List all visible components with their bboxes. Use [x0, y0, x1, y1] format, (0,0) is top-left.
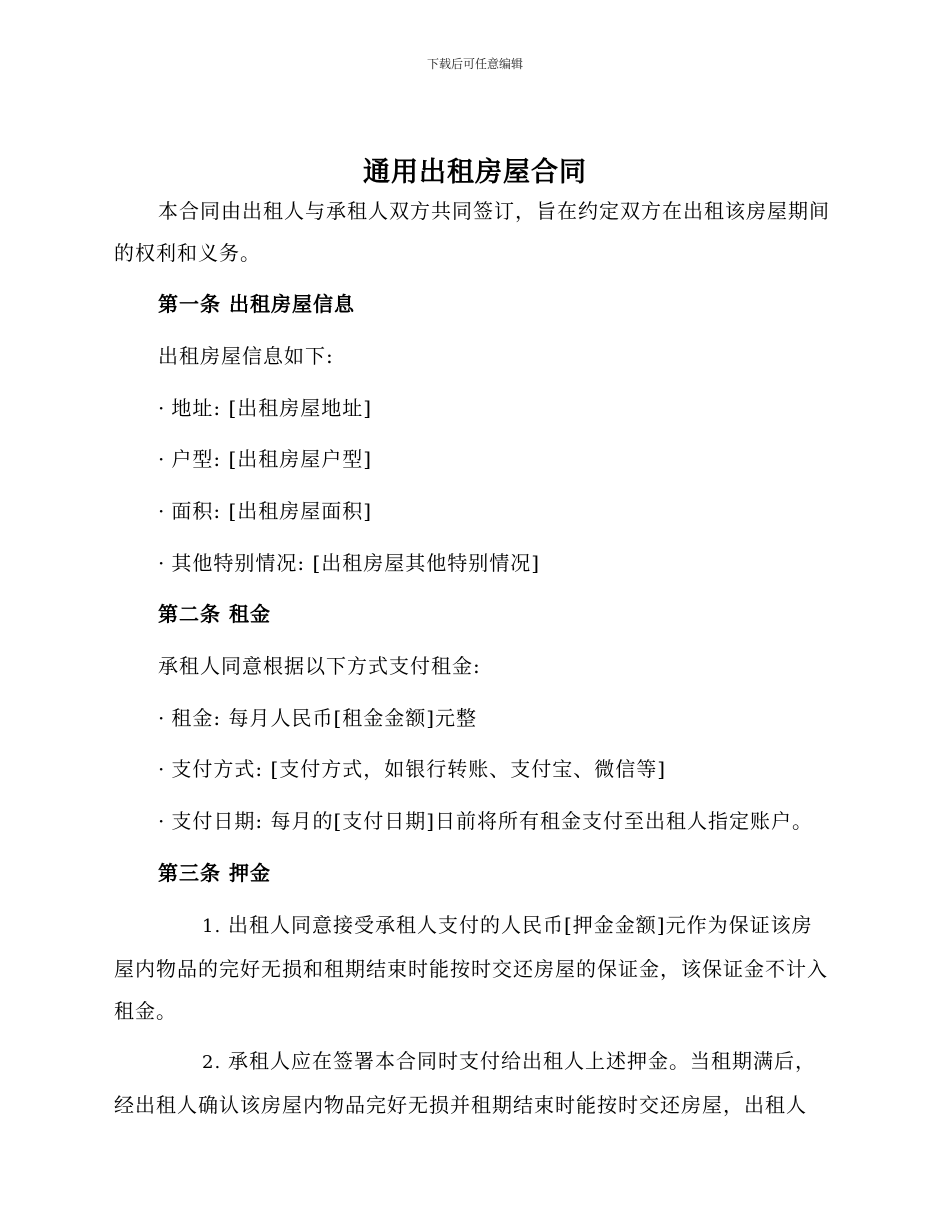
list-item-text: 其他特别情况: [出租房屋其他特别情况] [171, 551, 541, 575]
numbered-paragraph [114, 904, 830, 1032]
bullet-icon: · [158, 551, 166, 575]
section-3-heading: 第三条 押金 [158, 861, 271, 885]
list-item-text: 户型: [出租房屋户型] [171, 447, 373, 471]
numbered-paragraph [114, 1040, 830, 1126]
bullet-icon: · [158, 499, 166, 523]
paragraph-number: 2. [202, 1052, 222, 1073]
paragraph-text: 出租人同意接受承租人支付的人民币[押金金额]元作为保证该房屋内物品的完好无损和租期结束时能按时交还房屋的保证金，该保证金不计入租金。 [114, 913, 828, 1023]
list-item-text: 地址: [出租房屋地址] [171, 396, 373, 420]
list-item [158, 805, 813, 837]
document-title: 通用出租房屋合同 [363, 157, 587, 188]
bullet-icon: · [158, 396, 166, 420]
bullet-icon: · [158, 447, 166, 471]
list-item [158, 547, 540, 579]
section-2-lead: 承租人同意根据以下方式支付租金: [158, 654, 481, 678]
list-item [158, 443, 372, 475]
paragraph-number: 1. [202, 916, 222, 937]
list-item [158, 495, 372, 527]
section-1-heading: 第一条 出租房屋信息 [158, 292, 355, 316]
section-1-lead: 出租房屋信息如下: [158, 344, 334, 368]
list-item-text: 面积: [出租房屋面积] [171, 499, 373, 523]
header-note: 下载后可任意编辑 [426, 57, 523, 71]
list-item-text: 支付日期: 每月的[支付日期]日前将所有租金支付至出租人指定账户。 [171, 809, 814, 833]
section-2-heading: 第二条 租金 [158, 602, 271, 626]
paragraph-text: 承租人应在签署本合同时支付给出租人上述押金。当租期满后，经出租人确认该房屋内物品完好无损并租期结束时能按时交还房屋，出租人 [114, 1049, 816, 1117]
list-item [158, 702, 477, 734]
bullet-icon: · [158, 757, 166, 781]
bullet-icon: · [158, 809, 166, 833]
list-item [158, 392, 372, 424]
list-item-text: 支付方式: [支付方式，如银行转账、支付宝、微信等] [171, 757, 667, 781]
bullet-icon: · [158, 706, 166, 730]
list-item [158, 753, 666, 785]
list-item-text: 租金: 每月人民币[租金金额]元整 [171, 706, 478, 730]
intro-paragraph: 本合同由出租人与承租人双方共同签订，旨在约定双方在出租该房屋期间的权利和义务。 [114, 199, 830, 265]
